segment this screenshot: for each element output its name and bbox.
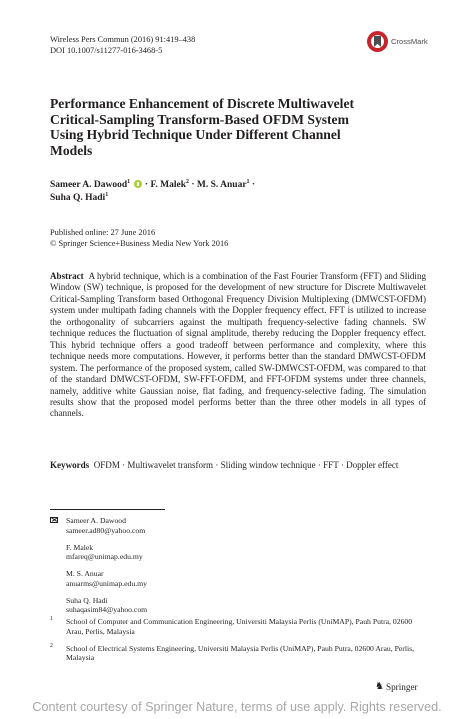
contact-entry: [50, 596, 147, 615]
author-affiliation-marker: 1: [127, 178, 131, 185]
contact-name: M. S. Anuar: [66, 569, 104, 578]
contact-email[interactable]: suhaqasim84@yahoo.com: [66, 605, 148, 614]
contact-email[interactable]: sameer.ad80@yahoo.com: [66, 525, 146, 535]
springer-horse-icon: ♞: [375, 681, 384, 692]
crossmark-badge[interactable]: [367, 31, 428, 52]
envelope-icon: [50, 517, 58, 523]
keywords-text: OFDM · Multiwavelet transform · Sliding window technique · FFT · Doppler effect: [93, 460, 399, 470]
contact-entry: [50, 569, 147, 588]
author-affiliation-marker: 1: [246, 178, 250, 185]
keywords: [50, 460, 426, 471]
keywords-label: Keywords: [50, 460, 90, 470]
crossmark-label: CrossMark: [391, 37, 428, 46]
journal-citation: Wireless Pers Commun (2016) 91:419–438: [50, 35, 196, 44]
abstract-label: Abstract: [50, 271, 84, 281]
crossmark-icon: [367, 31, 388, 52]
orcid-icon[interactable]: [134, 180, 142, 188]
copyright-notice: © Springer Science+Business Media New York 2016: [50, 238, 229, 248]
author-name: F. Malek: [150, 180, 186, 190]
publisher-mark: [375, 681, 418, 692]
footnote-divider: [50, 509, 165, 510]
publisher-name: Springer: [385, 681, 418, 692]
affiliation-number: 2: [50, 642, 53, 649]
author-contacts: [50, 516, 147, 622]
author-affiliation-marker: 2: [186, 178, 189, 185]
contact-entry: [50, 516, 147, 535]
affiliation-text: School of Computer and Communication Engineering, Universiti Malaysia Perlis (UniMAP), Pauh Putra, 02600 Arau, Perlis, Malaysia: [66, 617, 413, 636]
abstract: [50, 271, 426, 420]
contact-name: Suha Q. Hadi: [66, 595, 108, 605]
abstract-text: A hybrid technique, which is a combination of the Fast Fourier Transform (FFT) and Sliding Window (SW) technique, is proposed for the development of new structure for Discrete Multiwavelet Critical-Sampling Transform based Orthogonal Frequency Division Multiplexing (DMWCST-OFDM) system under multipath fading channels with the Doppler frequency effect. FFT is utilized to increase the orthogonality of subcarriers against the multipath frequency-selective fading channels. SW technique reduces the fluctuation of signal amplitude, thereby reducing the Doppler frequency effect. This hybrid technique offers a good tradeoff between performance and complexity, where this technique needs more computations. However, it performs better than the standard DMWCST-OFDM system. The performance of the proposed system, called SW-DMWCST-OFDM, was compared to that of the standard DMWCST-OFDM, SW-FFT-OFDM, and FFT-OFDM systems under three channels, namely, additive white Gaussian noise, flat fading, and frequency-selective fading. The simulation results show that the proposed model performs better than the three other models in all types of channels.: [50, 271, 426, 419]
contact-name: Sameer A. Dawood: [66, 516, 126, 525]
journal-reference: [50, 35, 195, 56]
contact-entry: [50, 543, 147, 562]
affiliation-number: 1: [50, 616, 53, 622]
author-affiliation-marker: 1: [105, 191, 109, 198]
author-name: Sameer A. Dawood: [50, 180, 128, 190]
published-online-date: Published online: 27 June 2016: [50, 228, 156, 237]
affiliation-entry: [50, 644, 426, 663]
contact-email[interactable]: mfareq@unimap.edu.my: [66, 552, 143, 561]
courtesy-banner: Content courtesy of Springer Nature, terms of use apply. Rights reserved.: [32, 700, 442, 714]
author-list: Sameer A. Dawood$^1$ · F. Malek$^2$ · M. S. Anuar$^1$ · Suha Q. Hadi$^1$: [50, 178, 256, 203]
contact-name: F. Malek: [66, 542, 94, 552]
affiliations: [50, 617, 426, 670]
author-name: Suha Q. Hadi: [50, 193, 106, 203]
article-title: Performance Enhancement of Discrete Multiwavelet Critical-Sampling Transform-Based OFDM System Using Hybrid Technique Under Different Channel Models: [50, 96, 355, 158]
author-name: M. S. Anuar: [196, 180, 247, 190]
contact-email[interactable]: anuarms@unimap.edu.my: [66, 578, 147, 588]
affiliation-text: School of Electrical Systems Engineering, Universiti Malaysia Perlis (UniMAP), Pauh Putra, 02600 Arau, Perlis, Malaysia: [66, 643, 415, 663]
affiliation-entry: [50, 617, 426, 636]
publication-info: [50, 228, 228, 249]
doi[interactable]: DOI 10.1007/s11277-016-3468-5: [50, 45, 163, 55]
